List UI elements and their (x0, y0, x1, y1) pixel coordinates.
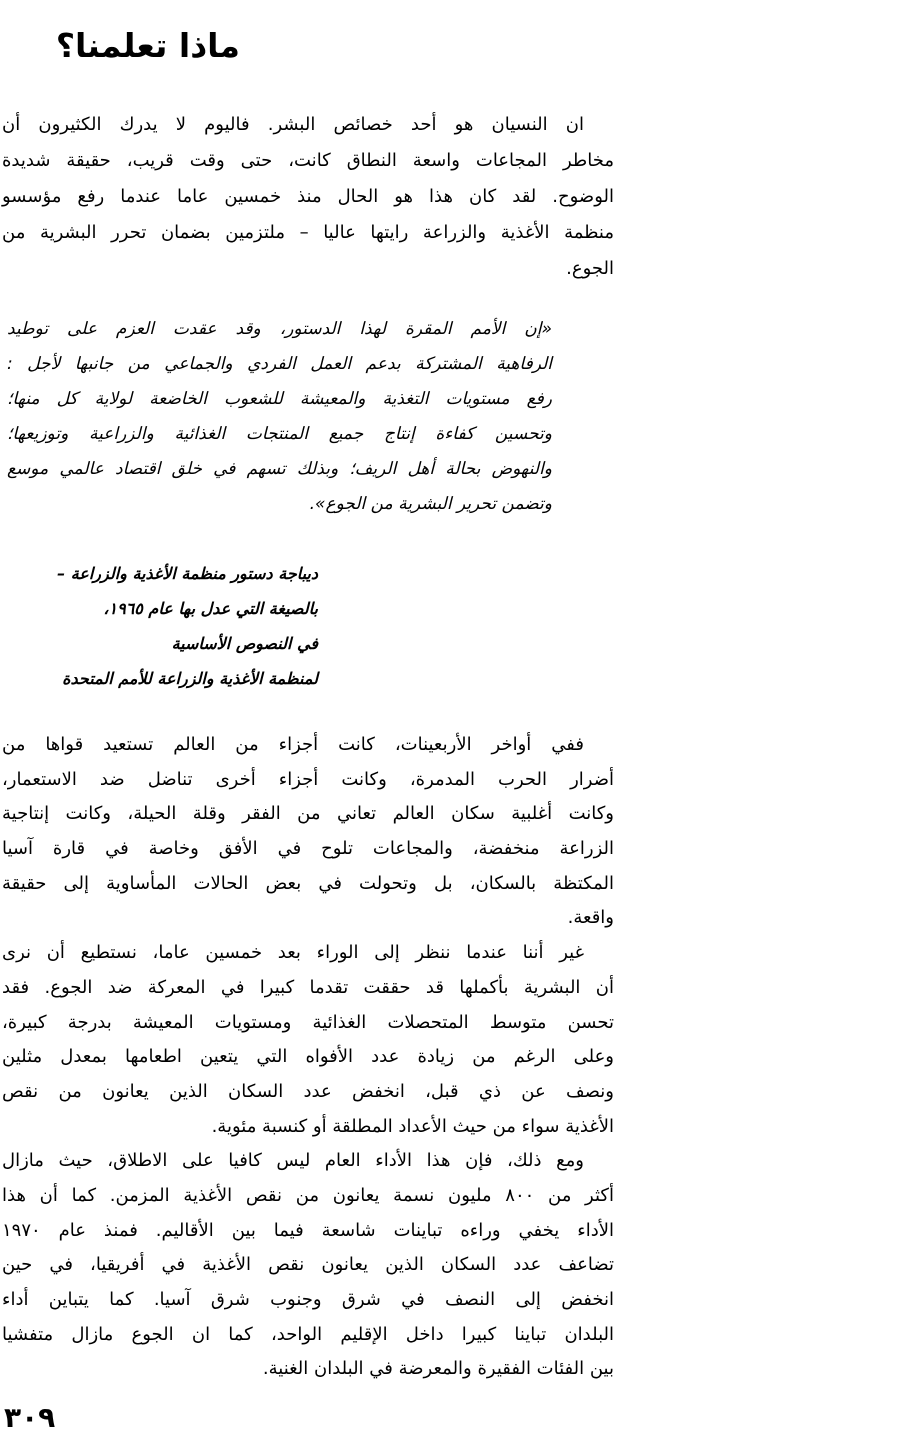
text-line: تحسن متوسط المتحصلات الغذائية ومستويات المعيشة بدرجة كبيرة، (2, 1011, 614, 1033)
text-line: أكثر من ٨٠٠ مليون نسمة يعانون من نقص الأغذية المزمن. كما أن هذا (2, 1184, 614, 1206)
intro-paragraph (2, 107, 614, 287)
text-line: والنهوض بحالة أهل الريف؛ وبذلك تسهم في خلق اقتصاد عالمي موسع (7, 459, 552, 479)
text-line: بالصيغة التي عدل بها عام ١٩٦٥، (103, 599, 318, 618)
text-line: وكانت أغلبية سكان العالم تعاني من الفقر وقلة الحيلة، وكانت إنتاجية (2, 803, 614, 825)
quote-attribution (0, 556, 318, 696)
page-number: ٣٠٩ (4, 1401, 56, 1434)
text-line: مخاطر المجاعات واسعة النطاق كانت، حتى وقت قريب، حقيقة شديدة (2, 150, 614, 171)
text-line: الوضوح. لقد كان هذا هو الحال منذ خمسين عاما عندما رفع مؤسسو (2, 186, 614, 207)
text-line: منظمة الأغذية والزراعة رايتها عاليا – ملتزمين بضمان تحرر البشرية من (2, 222, 614, 243)
text-line: البلدان تباينا كبيرا داخل الإقليم الواحد، كما ان الجوع مازال متفشيا (2, 1323, 614, 1345)
text-line: تضاعف عدد السكان الذين يعانون نقص الأغذية في أفريقيا، في حين (2, 1254, 614, 1276)
text-line: الأغذية سواء من حيث الأعداد المطلقة أو كنسبة مئوية. (211, 1115, 614, 1137)
text-line: الزراعة منخفضة، والمجاعات تلوح في الأفق وخاصة في قارة آسيا (2, 838, 614, 860)
text-line: ففي أواخر الأربعينات، كانت أجزاء من العالم تستعيد قواها من (2, 734, 584, 755)
text-line: الرفاهية المشتركة بدعم العمل الفردي والجماعي من جانبها لأجل : (7, 354, 552, 374)
constitution-quote (7, 312, 552, 522)
text-line: «إن الأمم المقرة لهذا الدستور، وقد عقدت العزم على توطيد (7, 319, 552, 339)
text-line: وتضمن تحرير البشرية من الجوع». (309, 494, 552, 514)
page-title: ماذا تعلمنا؟ (55, 26, 240, 66)
text-line: رفع مستويات التغذية والمعيشة للشعوب الخاضعة لولاية كل منها؛ (7, 389, 552, 409)
text-line: في النصوص الأساسية (171, 634, 318, 653)
text-line: أضرار الحرب المدمرة، وكانت أجزاء أخرى تناضل ضد الاستعمار، (2, 768, 614, 790)
text-line: الأداء يخفي وراءه تباينات شاسعة فيما بين الأقاليم. فمنذ عام ١٩٧٠ (2, 1219, 614, 1241)
text-line: وتحسين كفاءة إنتاج جميع المنتجات الغذائية والزراعية وتوزيعها؛ (7, 424, 552, 444)
text-line: لمنظمة الأغذية والزراعة للأمم المتحدة (62, 669, 318, 688)
text-line: أن البشرية بأكملها قد حققت تقدما كبيرا في المعركة ضد الجوع. فقد (2, 976, 614, 998)
text-line: ونصف عن ذي قبل، انخفض عدد السكان الذين يعانون من نقص (2, 1080, 614, 1102)
text-line: غير أننا عندما ننظر إلى الوراء بعد خمسين عاما، نستطيع أن نرى (2, 942, 584, 964)
text-line: بين الفئات الفقيرة والمعرضة في البلدان الغنية. (262, 1358, 614, 1380)
text-line: ان النسيان هو أحد خصائص البشر. فاليوم لا يدرك الكثيرون أن (2, 114, 584, 135)
text-line: واقعة. (567, 907, 614, 929)
body-text (2, 728, 614, 1387)
text-line: المكتظة بالسكان، بل وتحولت في بعض الحالات المأساوية إلى حقيقة (2, 872, 614, 894)
text-line: ومع ذلك، فإن هذا الأداء العام ليس كافيا على الاطلاق، حيث مازال (2, 1150, 584, 1172)
text-line: الجوع. (566, 258, 614, 279)
text-line: ديباجة دستور منظمة الأغذية والزراعة – (57, 564, 318, 583)
text-line: وعلى الرغم من زيادة عدد الأفواه التي يتعين اطعامها بمعدل مثلين (2, 1046, 614, 1068)
text-line: انخفض إلى النصف في شرق وجنوب شرق آسيا. كما يتباين أداء (2, 1289, 614, 1310)
